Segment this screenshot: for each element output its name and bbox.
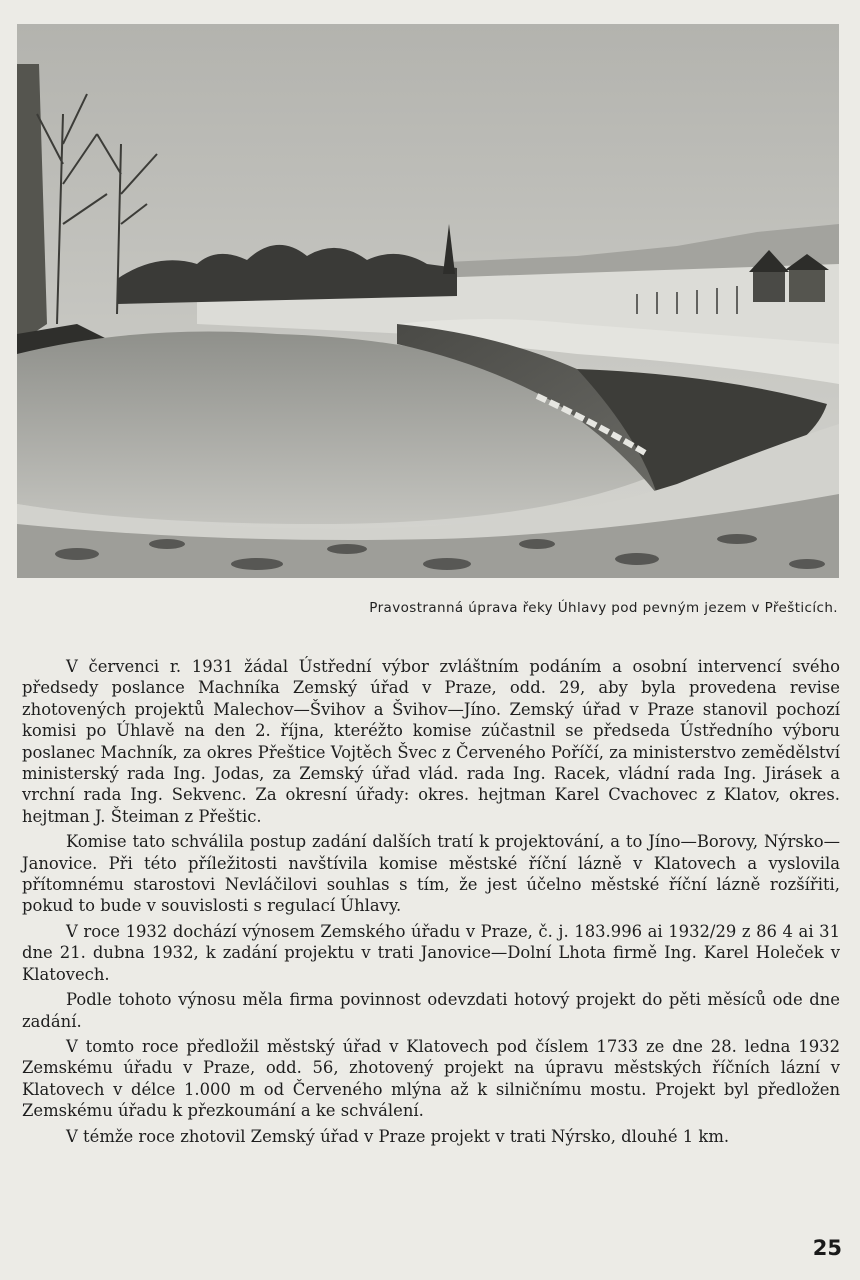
page-number: 25 [812, 1236, 842, 1260]
river-photo [17, 24, 839, 578]
article-text [22, 656, 840, 1151]
paragraph: V roce 1932 dochází výnosem Zemského úřadu v Praze, č. j. 183.996 ai 1932/29 z 86 4 ai 31 dne 21. dubna 1932, k zadání projektu v trati Janovice—Dolní Lhota firmě Ing. Karel Holeček v Klatovech. [22, 921, 840, 984]
paragraph: V tomto roce předložil městský úřad v Klatovech pod číslem 1733 ze dne 28. ledna 1932 Zemskému úřadu v Praze, odd. 56, zhotovený projekt na úpravu městských říčních lázní v Klatovech v délce 1.000 m od Červeného mlýna až k silničnímu mostu. Projekt byl předložen Zemskému úřadu k přezkoumání a ke schválení. [22, 1036, 840, 1121]
paragraph: V témže roce zhotovil Zemský úřad v Praze projekt v trati Nýrsko, dlouhé 1 km. [66, 1126, 730, 1146]
paragraph: Podle tohoto výnosu měla firma povinnost odevzdati hotový projekt do pěti měsíců ode dne zadání. [22, 990, 840, 1031]
photo-caption: Pravostranná úprava řeky Úhlavy pod pevným jezem v Přešticích. [369, 600, 838, 616]
paragraph: Komise tato schválila postup zadání dalších tratí k projektování, a to Jíno—Borovy, Nýrsko—Janovice. Při této příležitosti navštívila komise městské říční lázně v Klatovech a vyslovila přítomnému starostovi Nevláčilovi souhlas s tím, že jest účelno městské říční lázně rozšířiti, pokud to bude v souvislosti s regulací Úhlavy. [22, 832, 840, 916]
paragraph: V červenci r. 1931 žádal Ústřední výbor zvláštním podáním a osobní intervencí svého předsedy poslance Machníka Zemský úřad v Praze, odd. 29, aby byla provedena revise zhotovených projektů Malechov—Švihov a Švihov—Jíno. Zemský úřad v Praze stanovil pochozí komisi po Úhlavě na den 2. října, kteréžto komise zúčastnil se předseda Ústředního výboru poslanec Machník, za okres Přeštice Vojtěch Švec z Červeného Poříčí, za ministerstvo zemědělství ministerský rada Ing. Jodas, za Zemský úřad vlád. rada Ing. Racek, vládní rada Ing. Jirásek a vrchní rada Ing. Sekvenc. Za okresní úřady: okres. hejtman Karel Cvachovec z Klatov, okres. hejtman J. Šteiman z Přeštic. [22, 657, 840, 826]
